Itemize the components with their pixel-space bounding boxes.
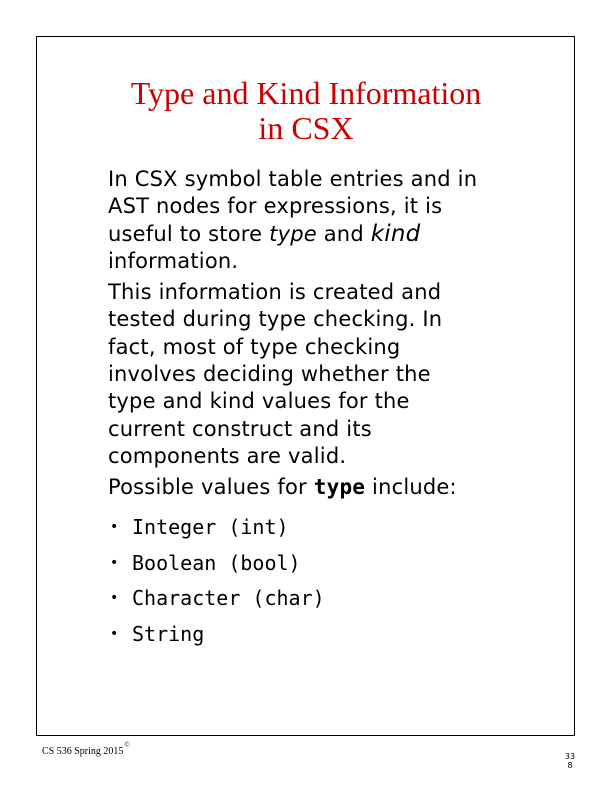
- para1-line-3-mid: and: [316, 221, 371, 246]
- para1-line-3-pre: useful to store: [108, 221, 270, 246]
- para2-line-4: involves deciding whether the: [108, 362, 431, 387]
- footer-course: [42, 741, 130, 757]
- type-values-list: [108, 510, 558, 652]
- bullet-icon: •: [110, 519, 119, 535]
- para1-line-1: In CSX symbol table entries and in: [108, 167, 478, 191]
- paragraph-1: [108, 166, 558, 275]
- list-item-text: Boolean (bool): [132, 550, 301, 575]
- para1-line-2: AST nodes for expressions, it is: [108, 194, 443, 219]
- para1-line-4: information.: [108, 248, 239, 273]
- title-line-1: Type and Kind Information: [130, 75, 482, 111]
- para1-line-3: [108, 221, 558, 248]
- bullet-icon: •: [110, 625, 119, 642]
- emphasis-type: type: [269, 221, 317, 246]
- footer-page-number: [560, 752, 580, 770]
- para2-line-5: type and kind values for the: [108, 389, 410, 414]
- para3-line: [108, 474, 558, 501]
- para3-post: include:: [365, 475, 457, 500]
- slide-body: [108, 166, 558, 506]
- para2-line-6: current construct and its: [108, 416, 372, 441]
- paragraph-3: [108, 474, 558, 501]
- list-item: [108, 546, 558, 582]
- list-item-text: Character (char): [132, 586, 325, 610]
- title-line-2: in CSX: [258, 110, 354, 146]
- bullet-icon: •: [110, 554, 119, 571]
- slide-title: [0, 76, 612, 146]
- para2-line-1: This information is created and: [108, 280, 442, 305]
- list-item: [108, 617, 558, 653]
- para2-line-3: fact, most of type checking: [108, 334, 401, 359]
- emphasis-kind: kind: [370, 220, 421, 247]
- page-sub-number: 8: [567, 761, 573, 770]
- copyright-icon: ©: [124, 741, 130, 749]
- paragraph-2: [108, 279, 558, 470]
- list-item-text: Integer (int): [132, 515, 289, 539]
- para2-line-2: tested during type checking. In: [108, 307, 443, 332]
- page-number: 33: [564, 752, 576, 761]
- list-item: [108, 581, 558, 617]
- code-type: type: [313, 475, 366, 500]
- bullet-icon: •: [110, 590, 119, 606]
- footer-course-text: CS 536 Spring 2015: [42, 746, 124, 757]
- list-item: [108, 510, 558, 546]
- para3-pre: Possible values for: [108, 475, 314, 500]
- para2-line-7: components are valid.: [108, 443, 347, 468]
- list-item-text: String: [132, 621, 205, 646]
